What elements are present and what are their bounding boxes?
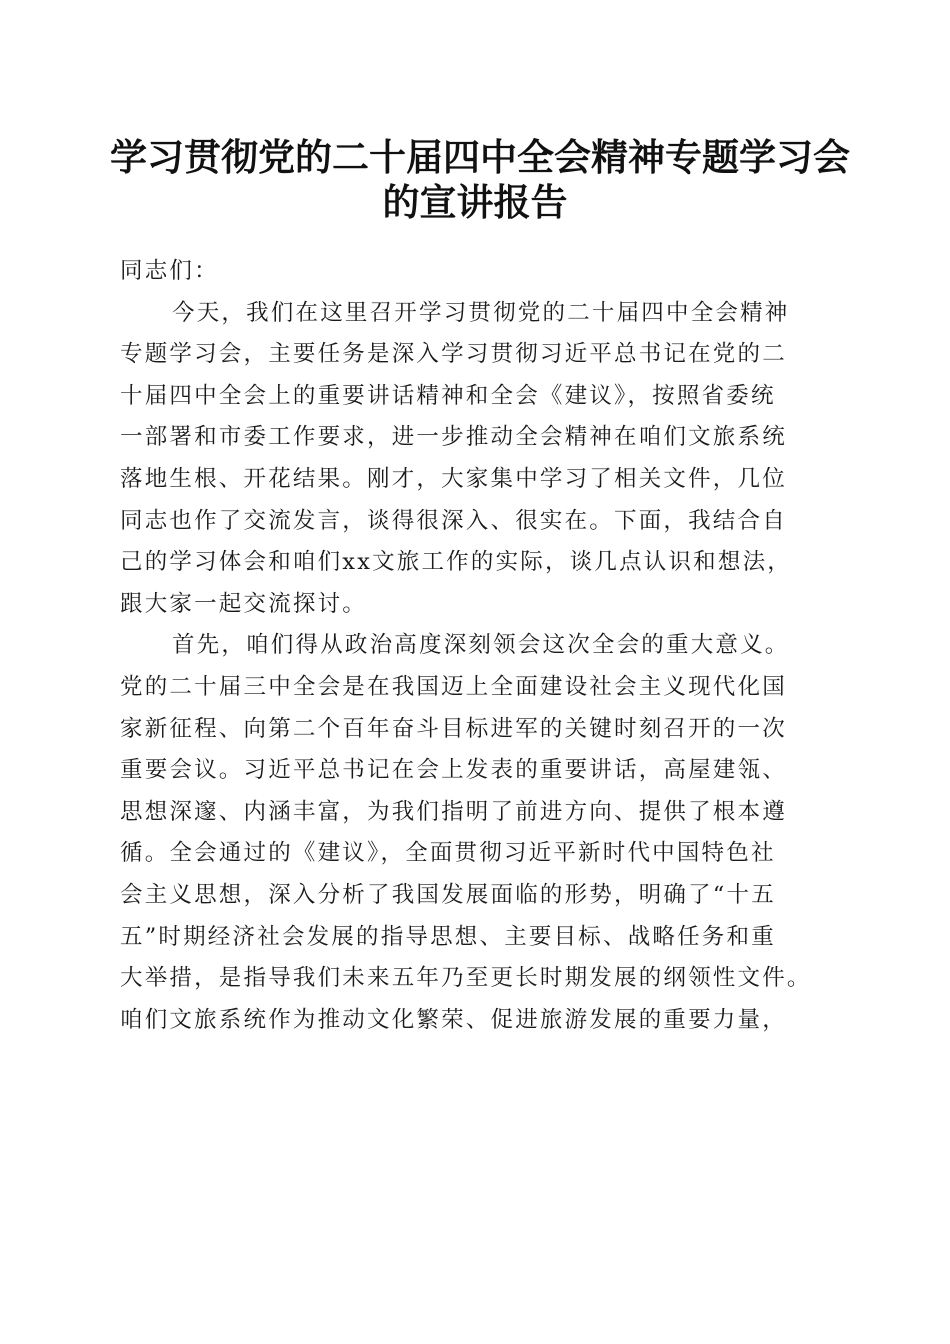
title-line-1: 学习贯彻党的二十届四中全会精神专题学习会 bbox=[110, 135, 850, 179]
paragraph-line: 今天，我们在这里召开学习贯彻党的二十届四中全会精神 bbox=[172, 299, 790, 326]
paragraph-line: 家新征程、向第二个百年奋斗目标进军的关键时刻召开的一次 bbox=[120, 715, 787, 742]
paragraph-line: 专题学习会，主要任务是深入学习贯彻习近平总书记在党的二 bbox=[120, 341, 787, 368]
paragraph-line: 咱们文旅系统作为推动文化繁荣、促进旅游发展的重要力量， bbox=[120, 1006, 787, 1033]
title-line-2: 的宣讲报告 bbox=[382, 180, 568, 224]
paragraph-1 bbox=[120, 293, 835, 626]
document-body bbox=[120, 251, 835, 1041]
paragraph-line: 五”时期经济社会发展的指导思想、主要目标、战略任务和重 bbox=[120, 923, 776, 950]
document-title bbox=[110, 135, 850, 225]
paragraph-line: 同志也作了交流发言，谈得很深入、很实在。下面，我结合自 bbox=[120, 507, 787, 534]
paragraph-line: 十届四中全会上的重要讲话精神和全会《建议》，按照省委统 bbox=[120, 382, 776, 409]
paragraph-line: 落地生根、开花结果。刚才，大家集中学习了相关文件，几位 bbox=[120, 465, 787, 492]
paragraph-line: 重要会议。习近平总书记在会上发表的重要讲话，高屋建瓴、 bbox=[120, 757, 787, 784]
paragraph-line: 党的二十届三中全会是在我国迈上全面建设社会主义现代化国 bbox=[120, 673, 787, 700]
paragraph-line: 一部署和市委工作要求，进一步推动全会精神在咱们文旅系统 bbox=[120, 424, 787, 451]
paragraph-line: 跟大家一起交流探讨。 bbox=[120, 590, 368, 617]
salutation: 同志们： bbox=[120, 258, 219, 284]
paragraph-line: 己的学习体会和咱们xx文旅工作的实际，谈几点认识和想法， bbox=[120, 549, 792, 576]
paragraph-line: 循。全会通过的《建议》，全面贯彻习近平新时代中国特色社 bbox=[120, 840, 776, 867]
paragraph-2 bbox=[120, 625, 835, 1041]
paragraph-line: 首先，咱们得从政治高度深刻领会这次全会的重大意义。 bbox=[172, 632, 790, 659]
paragraph-line: 大举措，是指导我们未来五年乃至更长时期发展的纲领性文件。 bbox=[120, 965, 812, 992]
paragraph-line: 会主义思想，深入分析了我国发展面临的形势，明确了“十五 bbox=[120, 881, 776, 908]
paragraph-line: 思想深邃、内涵丰富，为我们指明了前进方向、提供了根本遵 bbox=[120, 798, 787, 825]
